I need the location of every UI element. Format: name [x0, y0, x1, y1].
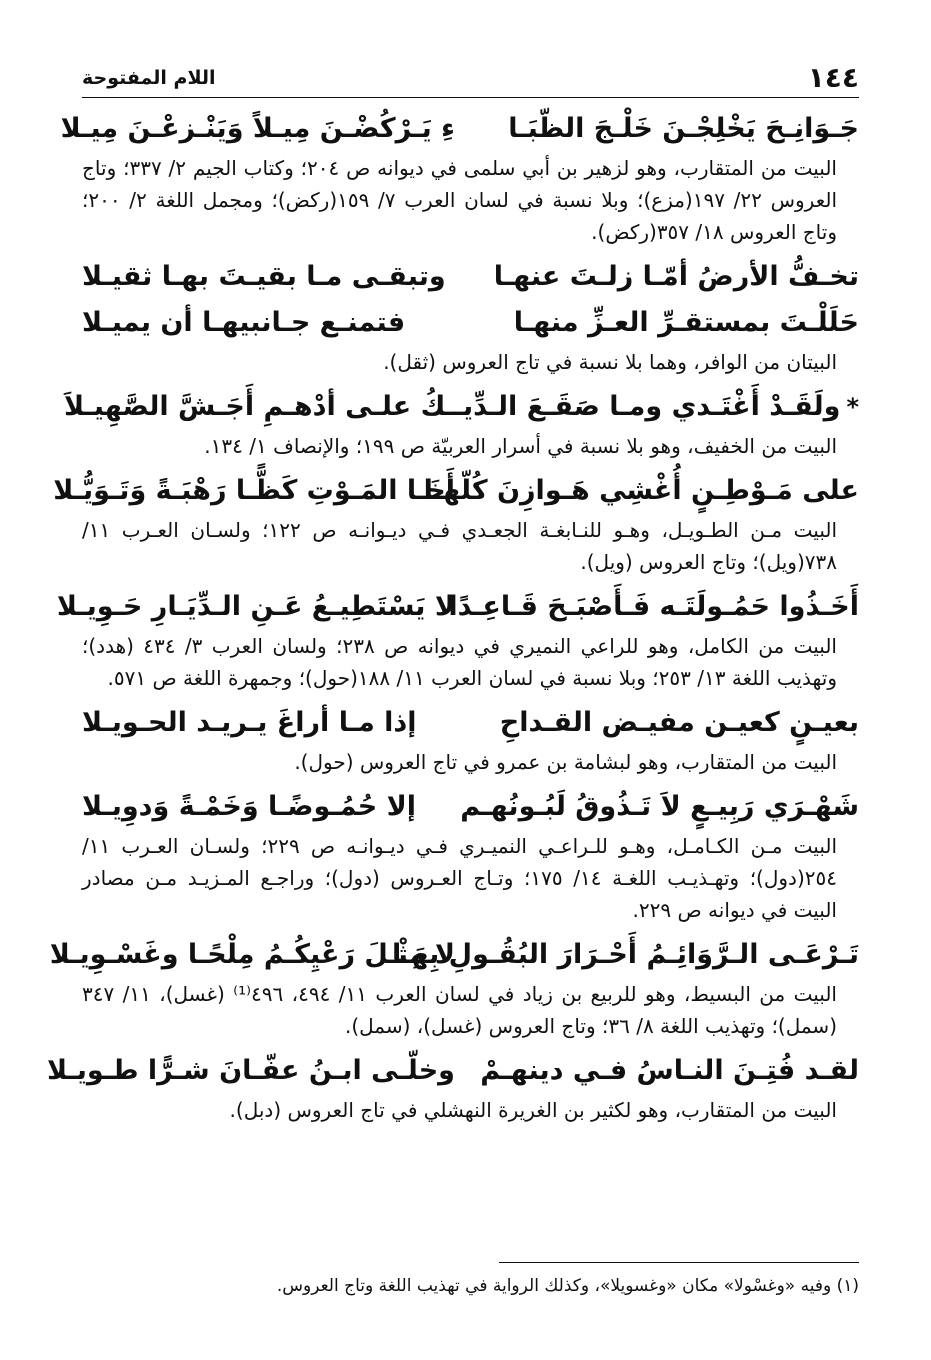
- commentary-text: البيت من الكامل، وهو للراعي النميري في ديوانه ص ٢٣٨؛ ولسان العرب ٣/ ٤٣٤ (هدد)؛ وتهذيب اللغة ١٣/ ٢٥٣؛ وبلا نسبة في لسان العرب ١١/ ١٨٨(حول)؛ وجمهرة اللغة ص ٥٧١.: [82, 634, 837, 690]
- poem-entry: [82, 784, 859, 926]
- verse-commentary: [82, 978, 859, 1042]
- verse-line: [53, 468, 859, 514]
- verse-commentary: [82, 1094, 859, 1126]
- poem-entry: [82, 254, 859, 378]
- verse-commentary: [82, 152, 859, 248]
- verse-line: [82, 300, 859, 346]
- verse-second-hemistich: ـكُ علـى أدْهـمِ أَجَـشَّ الصَّهِيـلاَ: [64, 391, 455, 422]
- hemistich-text: على مَـوْطِـنٍ أُغْشِي هَـوازِنَ كُلّهـا: [423, 475, 859, 506]
- page-number: ١٤٤: [807, 61, 859, 94]
- verse-first-hemistich: [448, 584, 859, 630]
- verse-first-hemistich: [486, 700, 859, 746]
- entries-list: [47, 106, 859, 1126]
- verse-commentary: [82, 346, 859, 378]
- hemistich-text: تَـرْعَـى الـرَّوَائِـمُ أَحْـرَارَ البُقُـولِ بِهَـا: [391, 939, 859, 970]
- page-header: [82, 58, 859, 98]
- commentary-text: البيت من المتقارب، وهو لبشامة بن عمرو في تاج العروس (حول).: [294, 750, 837, 774]
- verse-first-hemistich: [480, 1048, 859, 1094]
- verse-first-hemistich: [453, 384, 859, 430]
- verse-line: [60, 106, 859, 152]
- poem-entry: [53, 468, 859, 578]
- verse-commentary: [82, 746, 859, 778]
- verse-second-hemistich: وخلّـى ابـنُ عفّـانَ شـرًّا طـويـلا: [47, 1055, 455, 1086]
- commentary-text: البيت مـن الطـويـل، وهـو للنـابغـة الجعـدي فـي ديـوانـه ص ١٢٢؛ ولسـان العـرب ١١/ ٧٣٨(ويل)؛ وتاج العروس (ويل).: [82, 518, 837, 574]
- verse-first-hemistich: [486, 254, 859, 300]
- verse-second-hemistich: إذا مـا أراغَ يـريـد الحـويـلا: [82, 707, 417, 738]
- poem-entry: [82, 700, 859, 778]
- hemistich-text: تخـفُّ الأرضُ أمّـا زلـتَ عنهـا: [493, 261, 859, 292]
- verse-commentary: [82, 430, 859, 462]
- poem-entry: [56, 584, 859, 694]
- commentary-text: البيت مـن الكـامـل، وهـو للـراعـي النميـري فـي ديـوانـه ص ٢٢٩؛ ولسـان العـرب ١١/ ٢٥٤(دول)؛ وتهـذيـب اللغـة ١٤/ ١٧٥؛ وتـاج العـروس (دول)؛ وراجـع المـزيـد مـن مصادر البيت في ديوانه ص ٢٢٩.: [82, 834, 837, 922]
- verse-line: [82, 254, 859, 300]
- verse-second-hemistich: لا مِثْـلَ رَعْيِكُـمُ مِلْحًـا وغَسْـوِيـلا: [49, 939, 455, 970]
- verse-line: [82, 700, 859, 746]
- footnote: (١) وفيه «وغسْولا» مكان «وغسويلا»، وكذلك الرواية في تهذيب اللغة وتاج العروس.: [276, 1276, 859, 1296]
- hemistich-text: حَلَلْـتَ بمستقـرِّ العـزِّ منهـا: [513, 307, 859, 338]
- commentary-text: البيت من الخفيف، وهو بلا نسبة في أسرار العربيّة ص ١٩٩؛ والإنصاف ١/ ١٣٤.: [204, 434, 837, 458]
- verse-line: [64, 384, 859, 430]
- poem-entry: [64, 384, 859, 462]
- verse-second-hemistich: فتمنـع جـانبيهـا أن يميـلا: [82, 307, 406, 338]
- verse-line: [56, 584, 859, 630]
- hemistich-text: أَخَـذُوا حَمُـولَتَـه فَـأَصْبَـحَ قَـاعِـدًا: [448, 591, 859, 622]
- verse-line: [82, 784, 859, 830]
- hemistich-text: لقـد فُتِـنَ النـاسُ فـي دينهـمْ: [480, 1055, 859, 1086]
- verse-second-hemistich: وتبقـى مـا بقيـتَ بهـا ثقيـلا: [82, 261, 446, 292]
- verse-second-hemistich: ءِ يَـرْكُضْـنَ مِيـلاً وَيَنْـزعْـنَ مِيـلا: [60, 113, 455, 144]
- verse-first-hemistich: [460, 784, 859, 830]
- commentary-text: البيت من المتقارب، وهو لكثير بن الغريرة النهشلي في تاج العروس (دبل).: [229, 1098, 837, 1122]
- verse-line: [47, 1048, 859, 1094]
- hemistich-text: ولَقَـدْ أَغْتَـدي ومـا صَقَـعَ الـدِّيـ: [453, 391, 841, 422]
- verse-second-hemistich: إلا حُمُـوضًـا وَخَمْـةً وَدوِيـلا: [82, 791, 416, 822]
- section-title: اللام المفتوحة: [82, 66, 216, 89]
- commentary-text: البيت من المتقارب، وهو لزهير بن أبي سلمى في ديوانه ص ٢٠٤؛ وكتاب الجيم ٢/ ٣٣٧؛ وتاج العروس ٢٢/ ١٩٧(مزع)؛ وبلا نسبة في لسان العرب ٧/ ١٥٩(ركض)؛ ومجمل اللغة ٢/ ٢٠٠؛ وتاج العروس ١٨/ ٣٥٧(ركض).: [82, 156, 837, 244]
- poem-entry: [47, 1048, 859, 1126]
- poem-entry: [60, 106, 859, 248]
- verse-first-hemistich: [391, 932, 859, 978]
- verse-first-hemistich: [486, 300, 859, 346]
- verse-commentary: [82, 830, 859, 926]
- verse-line: [49, 932, 859, 978]
- verse-second-hemistich: لا يَسْتَطِيـعُ عَـنِ الـدِّيَـارِ حَـوِيـلا: [56, 591, 455, 622]
- verse-commentary: [82, 630, 859, 694]
- star-marker: *: [846, 393, 859, 421]
- commentary-text: البيت من البسيط، وهو للربيع بن زياد في لسان العرب ١١/ ٤٩٤، ٤٩٦⁽¹⁾ (غسل)، ١١/ ٣٤٧ (سمل)؛ وتهذيب اللغة ٨/ ٣٦؛ وتاج العروس (غسل)، (سمل).: [82, 982, 837, 1038]
- hemistich-text: جَـوَانِـحَ يَخْلِجْـنَ خَلْـجَ الظّبَـا: [508, 113, 859, 144]
- verse-first-hemistich: [423, 468, 859, 514]
- commentary-text: البيتان من الوافر، وهما بلا نسبة في تاج العروس (ثقل).: [383, 350, 837, 374]
- footnote-divider: [499, 1262, 859, 1263]
- verse-commentary: [82, 514, 859, 578]
- verse-first-hemistich: [486, 106, 859, 152]
- hemistich-text: بعيـنٍ كعيـن مفيـض القـداحِ: [499, 707, 859, 738]
- verse-second-hemistich: أَخَـا المَـوْتِ كَظًّـا رَهْبَـةً وَتَـوَيُّـلا: [53, 475, 455, 506]
- hemistich-text: شَهْـرَي رَبِيـعٍ لاَ تَـذُوقُ لَبُـونُهـم: [460, 791, 859, 822]
- poem-entry: [49, 932, 859, 1042]
